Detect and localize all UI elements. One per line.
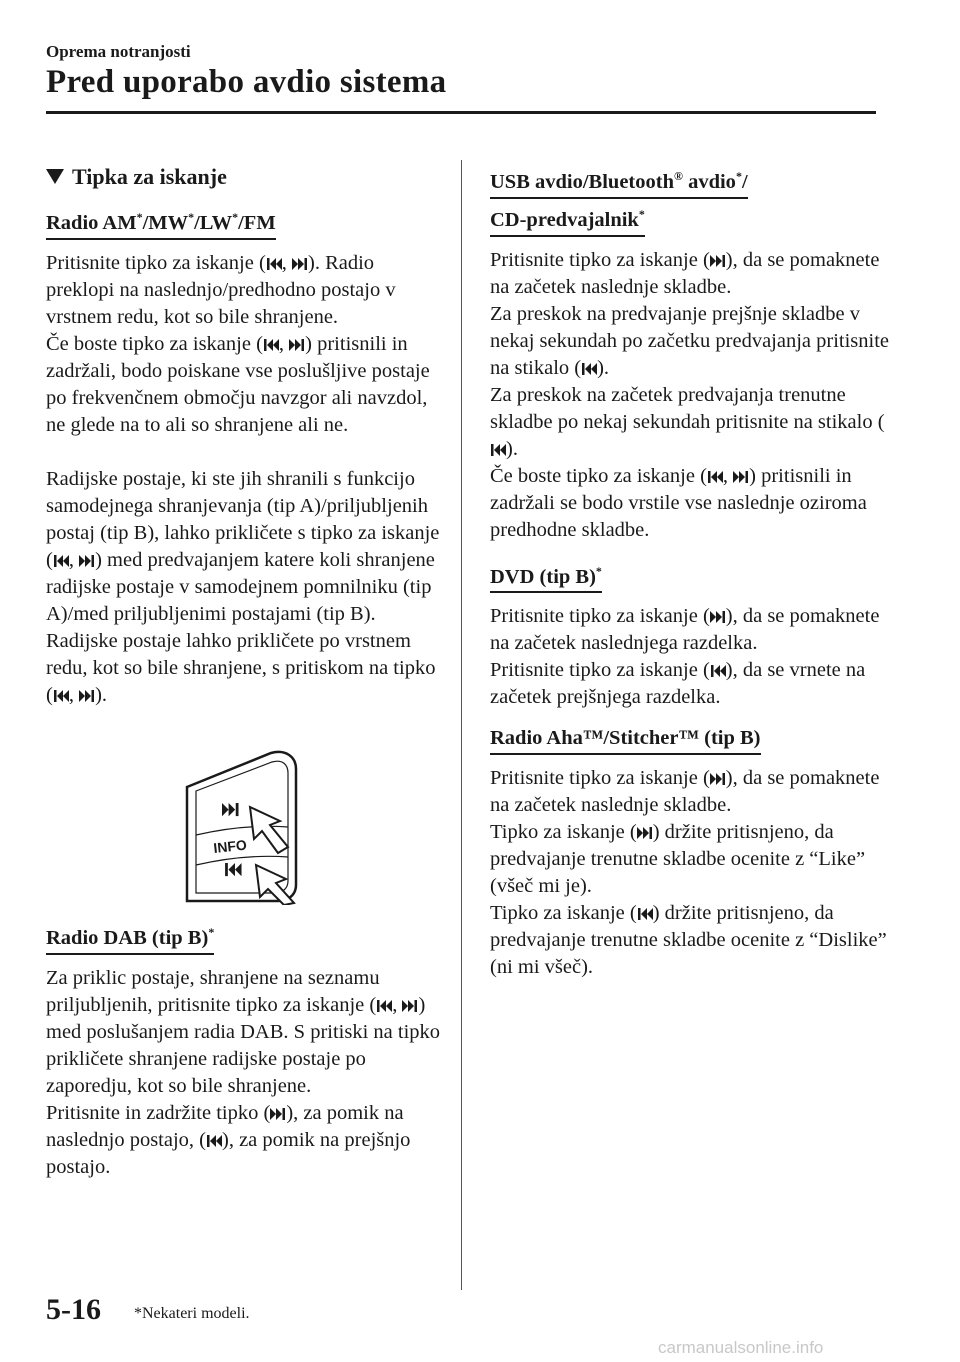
next-track-icon bbox=[710, 255, 726, 267]
paragraph: Pritisnite tipko za iskanje ( ), da se pomaknete na začetek naslednje skladbe. bbox=[490, 248, 880, 298]
subheading-aha-stitcher: Radio Aha™/Stitcher™ (tip B) bbox=[490, 725, 761, 755]
subheading-radio-am: Radio AM*/MW*/LW*/FM bbox=[46, 204, 276, 240]
subheading-radio-dab: Radio DAB (tip B)* bbox=[46, 919, 214, 955]
next-track-icon bbox=[402, 1000, 418, 1012]
paragraph: Če boste tipko za iskanje ( , ) pritisnili in zadržali, bodo poiskane vse poslušljive postaje po frekvenčnem območju navzgor ali navzdol, ne glede na to ali so shranjene ali ne. bbox=[46, 332, 430, 436]
watermark: carmanualsonline.info bbox=[658, 1338, 824, 1357]
previous-track-icon bbox=[263, 339, 279, 351]
page-title: Pred uporabo avdio sistema bbox=[46, 64, 447, 100]
next-track-icon bbox=[289, 339, 305, 351]
next-track-icon bbox=[710, 773, 726, 785]
paragraph: Pritisnite tipko za iskanje ( , ). Radio preklopi na naslednjo/predhodno postajo v vrstnem redu, kot so bile shranjene. bbox=[46, 251, 396, 328]
previous-track-icon bbox=[707, 471, 723, 483]
previous-track-icon bbox=[490, 444, 506, 456]
column-divider bbox=[461, 160, 462, 1290]
next-track-icon bbox=[79, 555, 95, 567]
header-section: Oprema notranjosti bbox=[46, 42, 191, 61]
header-rule bbox=[46, 111, 876, 114]
subheading-cd: CD-predvajalnik* bbox=[490, 201, 645, 237]
paragraph: Radijske postaje, ki ste jih shranili s funkcijo samodejnega shranjevanja (tip A)/priljubljenih postaj (tip B), lahko prikličete s tipko za iskanje ( , ) med predvajanjem katere koli shranjene radijske postaje v samodejnem pomnilniku (tip A)/med priljubljenimi postajami (tip B). Radijske postaje lahko prikličete po vrstnem redu, kot so bile shranjene, s pritiskom na tipko ( , ). bbox=[46, 467, 440, 706]
previous-track-icon bbox=[376, 1000, 392, 1012]
previous-track-icon bbox=[710, 665, 726, 677]
previous-track-icon bbox=[53, 690, 69, 702]
next-track-icon bbox=[733, 471, 749, 483]
paragraph: Tipko za iskanje ( ) držite pritisnjeno, da predvajanje trenutne skladbe ocenite z “Dislike” (ni mi všeč). bbox=[490, 902, 887, 979]
paragraph: Pritisnite in zadržite tipko ( ), za pomik na naslednjo postajo, ( ), za pomik na prejšnjo postajo. bbox=[46, 1101, 411, 1178]
paragraph: Pritisnite tipko za iskanje ( ), da se pomaknete na začetek naslednjega razdelka. bbox=[490, 605, 880, 655]
previous-track-icon bbox=[206, 1135, 222, 1147]
right-column bbox=[490, 155, 890, 981]
left-column bbox=[46, 155, 446, 1181]
subheading-usb: USB avdio/Bluetooth® avdio*/ bbox=[490, 163, 748, 199]
footnote: *Nekateri modeli. bbox=[134, 1305, 250, 1322]
next-track-icon bbox=[637, 827, 653, 839]
steering-switch-illustration bbox=[46, 735, 446, 905]
previous-track-icon bbox=[637, 908, 653, 920]
previous-track-icon bbox=[266, 258, 282, 270]
paragraph: Tipko za iskanje ( ) držite pritisnjeno, da predvajanje trenutne skladbe ocenite z “Like” (všeč mi je). bbox=[490, 821, 866, 898]
paragraph: Za preskok na začetek predvajanja trenutne skladbe po nekaj sekundah pritisnite na stikalo ( ). bbox=[490, 383, 885, 460]
paragraph: Pritisnite tipko za iskanje ( ), da se pomaknete na začetek naslednje skladbe. bbox=[490, 767, 880, 817]
seek-switch-figure bbox=[46, 735, 446, 905]
section-heading bbox=[46, 163, 446, 190]
next-track-icon bbox=[270, 1108, 286, 1120]
section-heading-text: Tipka za iskanje bbox=[72, 164, 227, 189]
previous-track-icon bbox=[581, 363, 597, 375]
paragraph: Pritisnite tipko za iskanje ( ), da se vrnete na začetek prejšnjega razdelka. bbox=[490, 659, 866, 709]
next-track-icon bbox=[79, 690, 95, 702]
paragraph: Za priklic postaje, shranjene na seznamu priljubljenih, pritisnite tipko za iskanje ( , ) med poslušanjem radia DAB. S pritiski na tipko prikličete shranjene radijske postaje po zaporedju, kot so bile shranjene. bbox=[46, 966, 441, 1097]
page-number: 5-16 bbox=[46, 1293, 101, 1326]
next-track-icon bbox=[710, 611, 726, 623]
next-track-icon bbox=[292, 258, 308, 270]
subheading-dvd: DVD (tip B)* bbox=[490, 558, 602, 594]
previous-track-icon bbox=[53, 555, 69, 567]
triangle-bullet-icon bbox=[46, 169, 64, 184]
paragraph: Za preskok na predvajanje prejšnje skladbe v nekaj sekundah po začetku predvajanja pritisnite na stikalo ( ). bbox=[490, 302, 890, 379]
info-label: INFO bbox=[212, 836, 248, 856]
paragraph: Če boste tipko za iskanje ( , ) pritisnili in zadržali se bodo vrstile vse naslednje oziroma predhodne skladbe. bbox=[490, 464, 867, 541]
